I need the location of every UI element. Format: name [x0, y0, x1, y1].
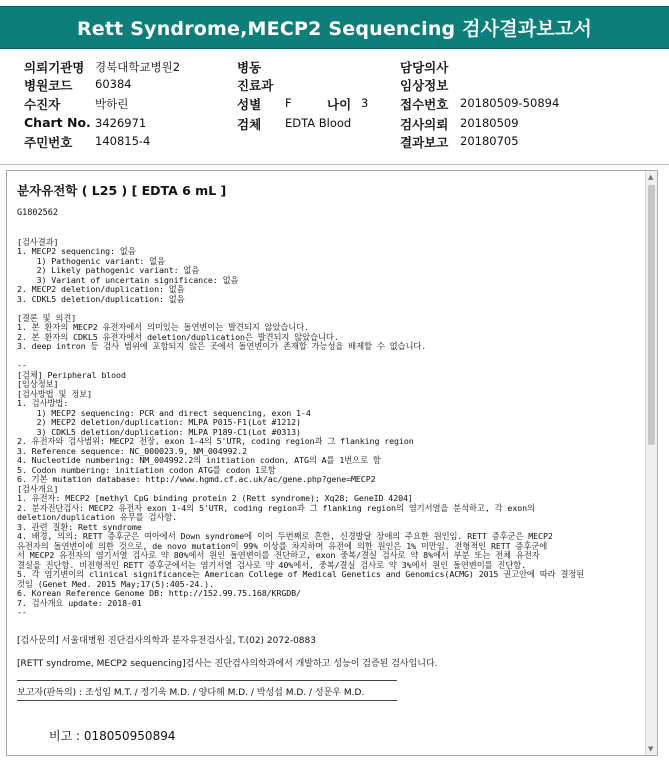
- report-date-value: 20180705: [460, 134, 519, 148]
- report-line: 1) MECP2 sequencing: PCR and direct sequencing, exon 1-4: [17, 407, 311, 418]
- report-line: 5. Codon numbering: initiation codon ATG를 codon 1로함: [17, 464, 276, 475]
- report-line: 1. 검사방법:: [17, 398, 69, 408]
- report-line: 2. 분자진단검사: MECP2 유전자 exon 1-4의 5'UTR, coding region과 그 flanking region의 염기서열을 분석하고, 각 exon의: [17, 502, 535, 513]
- report-line: 3. 관련 질환: Rett syndrome: [17, 521, 142, 532]
- recipient-label: 수진자: [24, 97, 61, 112]
- scroll-down-arrow-icon[interactable]: ▼: [648, 745, 654, 753]
- remark-line: 비고 : 018050950894: [49, 729, 176, 743]
- report-line: 3. CDKL5 deletion/duplication: 없음: [17, 293, 185, 304]
- header-divider: [0, 164, 669, 165]
- report-body-text: [17, 228, 645, 618]
- reporter-line: 보고자(판독의) : 조성임 M.T. / 정기욱 M.D. / 양다해 M.D. / 박성섭 M.D. / 성문우 M.D.: [17, 688, 365, 698]
- report-line: [검체] Peripheral blood: [17, 369, 126, 380]
- divider-line: [17, 700, 397, 701]
- validation-note: [RETT syndrome, MECP2 sequencing]검사는 진단검사의학과에서 개발하고 성능이 검증된 검사입니다.: [17, 659, 438, 669]
- specimen-value: EDTA Blood: [285, 116, 352, 130]
- vertical-scrollbar[interactable]: [645, 171, 657, 755]
- department-label: 진료과: [237, 78, 274, 93]
- report-line: 서 MECP2 유전자의 염기서열 검사로 약 80%에서 원인 돌연변이를 진단하고, exon 중복/결실 검사로 약 8%에서 부분 또는 전체 유전자: [17, 550, 540, 560]
- report-line: --: [17, 607, 27, 617]
- report-line: 6. Korean Reference Genome DB: http://152.99.75.168/KRGDB/: [17, 588, 301, 598]
- report-line: 2) MECP2 deletion/duplication: MLPA P015-F1(Lot #1212): [17, 417, 301, 427]
- scroll-up-arrow-icon[interactable]: ▲: [648, 173, 654, 181]
- request-date-label: 검사의뢰: [400, 117, 449, 132]
- report-line: deletion/duplication 유무를 검사함.: [17, 512, 178, 522]
- chart-no-label: Chart No.: [24, 115, 91, 130]
- resident-no-value: 140815-4: [95, 134, 151, 148]
- report-line: 2) Likely pathogenic variant: 없음: [17, 265, 200, 275]
- report-line: 2. 유전자와 검사범위: MECP2 전장, exon 1-4의 5'UTR, coding region과 그 flanking region: [17, 436, 414, 446]
- report-title: Rett Syndrome,MECP2 Sequencing 검사결과보고서: [76, 18, 593, 40]
- report-line: [17, 304, 645, 314]
- report-line: 3. deep intron 등 검사 범위에 포함되지 않은 곳에서 돌연변이가 존재할 가능성을 배제할 수 없습니다.: [17, 341, 427, 351]
- recipient-value: 박하린: [95, 97, 129, 111]
- hospital-code-label: 병원코드: [24, 78, 73, 93]
- receipt-no-value: 20180509-50894: [460, 96, 560, 110]
- resident-no-label: 주민번호: [24, 135, 73, 150]
- institution-label: 의뢰기관명: [24, 60, 85, 75]
- institution-value: 경북대학교병원2: [95, 60, 181, 74]
- hospital-code-value: 60384: [95, 77, 132, 91]
- chart-no-value: 3426971: [95, 116, 147, 130]
- report-line: [17, 352, 645, 362]
- report-date-label: 결과보고: [400, 135, 449, 150]
- report-line: [임상정보]: [17, 379, 59, 389]
- report-line: 5. 각 염기변이의 clinical significance는 American College of Medical Genetics and Genomics(ACMG) 2015 권고안에 따라 결정된: [17, 569, 585, 579]
- report-line: 1. 유전자: MECP2 [methyl CpG binding protein 2 (Rett syndrome); Xq28; GeneID 4204]: [17, 493, 413, 503]
- scrollbar-thumb[interactable]: [648, 185, 655, 445]
- report-line: [검사결과]: [17, 236, 59, 247]
- report-line: --: [17, 360, 27, 370]
- report-line: 6. 기본 mutation database: http://www.hgmd.cf.ac.uk/ac/gene.php?gene=MECP2: [17, 474, 376, 484]
- doctor-label: 담당의사: [400, 60, 449, 75]
- sex-label: 성별: [237, 97, 262, 112]
- specimen-id: G1802562: [17, 208, 58, 218]
- report-line: 1. MECP2 sequencing: 없음: [17, 246, 136, 256]
- report-line: 3) CDKL5 deletion/duplication: MLPA P189-C1(Lot #0313): [17, 426, 301, 437]
- age-value: 3: [361, 96, 369, 110]
- report-line: 유전자의 돌연변이에 의한 것으로, de novo mutation이 99% 이상를 차지하며 유전에 의한 원인은 1% 미만임. 전형적인 RETT 증후군에: [17, 540, 548, 551]
- request-date-value: 20180509: [460, 116, 519, 130]
- report-line: [검사개요]: [17, 483, 59, 494]
- sex-value: F: [285, 96, 292, 110]
- report-line: 결실을 진단함. 비전형적인 RETT 증후군에서는 염기서열 검사로 약 40%에서, 중복/결실 검사로 약 3%에서 원인 돌연변이를 진단함.: [17, 559, 527, 570]
- report-line: 3. Reference sequence: NC_000023.9, NM_004992.2: [17, 445, 248, 456]
- report-line: 것임 (Genet Med. 2015 May;17(5):405-24.).: [17, 578, 214, 589]
- clinical-info-label: 임상정보: [400, 78, 449, 93]
- report-line: 3) Variant of uncertain significance: 없음: [17, 274, 239, 285]
- divider-line: [17, 680, 397, 681]
- report-line: [검사방법 및 정보]: [17, 388, 92, 399]
- report-line: [17, 228, 645, 238]
- age-label: 나이: [327, 97, 352, 112]
- report-line: 2. 본 환자의 CDKL5 유전자에서 deletion/duplication은 발견되지 않았습니다.: [17, 331, 339, 342]
- report-line: 4. Nucleotide numbering: NM_004992.2의 initiation codon, ATG의 A를 1번으로 함: [17, 455, 381, 465]
- report-title-banner: [0, 6, 669, 49]
- contact-line: [검사문의] 서울대병원 진단검사의학과 분자유전검사실, T.(02) 2072-0883: [17, 636, 316, 646]
- patient-info-panel: [0, 56, 669, 156]
- specimen-label: 검체: [237, 117, 262, 132]
- report-panel[interactable]: [6, 170, 658, 756]
- report-line: 1. 본 환자의 MECP2 유전자에서 의미있는 돌연변이는 발견되지 않았습니다.: [17, 322, 310, 332]
- report-line: 1) Pathogenic variant: 없음: [17, 255, 165, 266]
- report-line: 4. 배경, 의의: RETT 증후군은 여아에서 Down syndrome에 이어 두번째로 흔한, 신경발달 장애의 주요한 원인임. RETT 증후군은 MECP2: [17, 531, 553, 541]
- report-line: [결론 및 의견]: [17, 312, 77, 323]
- report-line: 7. 검사개요 update: 2018-01: [17, 597, 142, 608]
- receipt-no-label: 접수번호: [400, 97, 449, 112]
- section-title: 분자유전학 ( L25 ) [ EDTA 6 mL ]: [17, 183, 227, 198]
- report-line: 2. MECP2 deletion/duplication: 없음: [17, 284, 185, 294]
- ward-label: 병동: [237, 60, 262, 75]
